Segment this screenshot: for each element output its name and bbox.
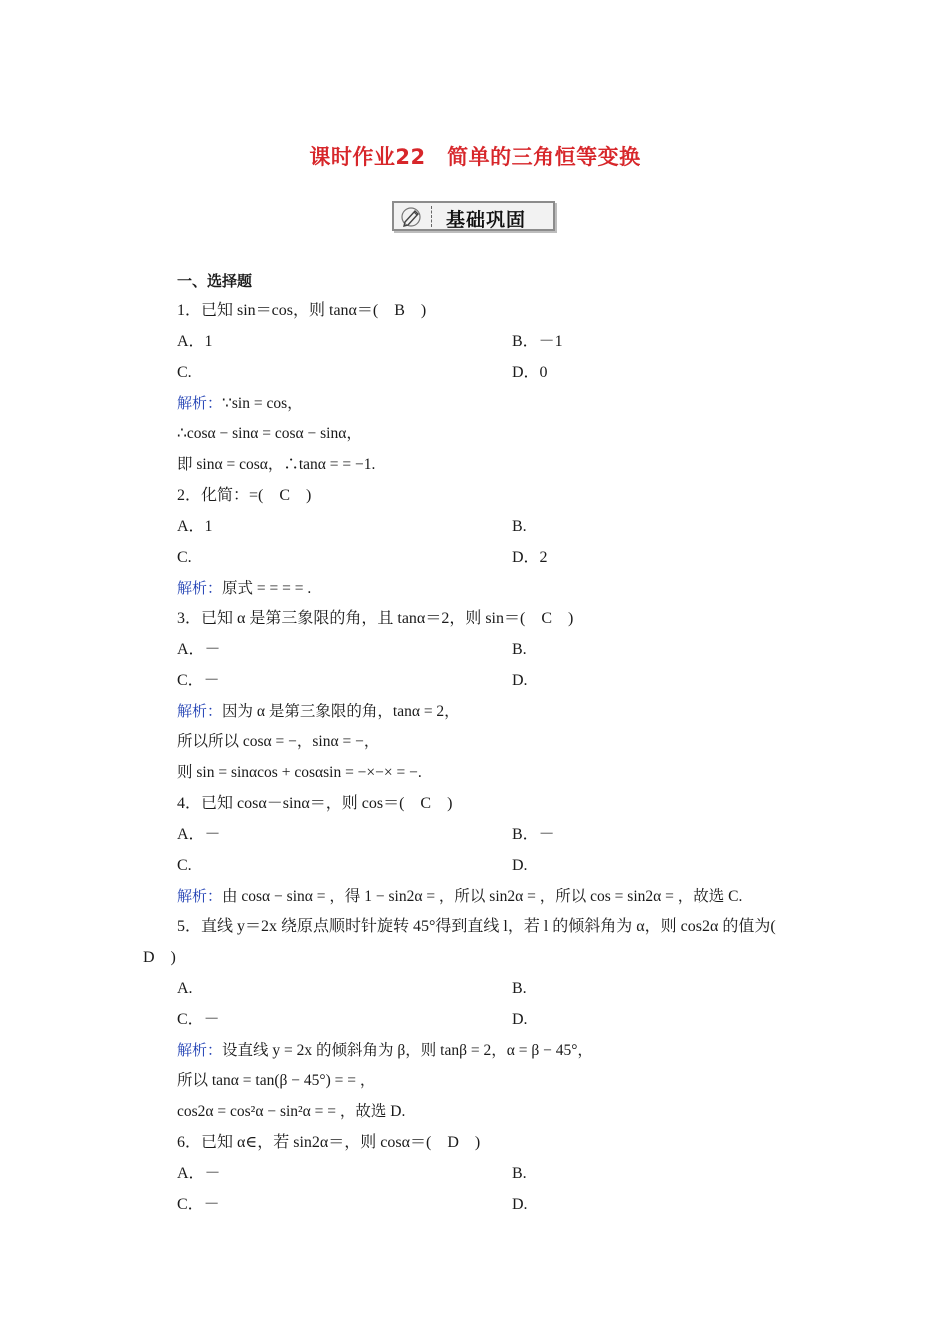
question-3: 3．已知 α 是第三象限的角，且 tanα＝2，则 sin＝( C ) bbox=[177, 610, 574, 627]
q2-option-c: C. bbox=[177, 549, 192, 566]
section-heading: 一、选择题 bbox=[177, 272, 253, 290]
solution-text: 设直线 y = 2x 的倾斜角为 β，则 tanβ = 2，α = β − 45°， bbox=[222, 1042, 593, 1059]
q5-option-a: A. bbox=[177, 980, 193, 997]
solution-label: 解析： bbox=[177, 702, 223, 720]
section-banner bbox=[392, 201, 555, 231]
solution-label: 解析： bbox=[177, 887, 223, 905]
solution-label: 解析： bbox=[177, 579, 223, 597]
q5-solution-2: 所以 tanα = tan(β − 45°) = = ， bbox=[177, 1072, 376, 1089]
q4-option-d: D. bbox=[512, 857, 528, 874]
q2-solution-1 bbox=[177, 578, 311, 599]
question-5-continued: D ) bbox=[143, 949, 176, 966]
q4-option-c: C. bbox=[177, 857, 192, 874]
q2-option-a: A．1 bbox=[177, 518, 213, 535]
q2-option-b: B. bbox=[512, 518, 527, 535]
solution-text: ∵sin = cos， bbox=[222, 395, 303, 412]
q3-solution-1 bbox=[177, 701, 460, 722]
q1-option-d: D．0 bbox=[512, 364, 548, 381]
question-4: 4．已知 cosα－sinα＝，则 cos＝( C ) bbox=[177, 795, 453, 812]
q6-option-d: D. bbox=[512, 1196, 528, 1213]
q1-option-a: A．1 bbox=[177, 333, 213, 350]
q5-solution-1 bbox=[177, 1040, 593, 1061]
q5-option-b: B. bbox=[512, 980, 527, 997]
question-2: 2．化简：=( C ) bbox=[177, 487, 312, 504]
q4-solution-1 bbox=[177, 886, 742, 907]
q4-option-a: A．－ bbox=[177, 826, 221, 843]
question-6: 6．已知 α∈，若 sin2α＝，则 cosα＝( D ) bbox=[177, 1134, 481, 1151]
solution-text: 原式 = = = = . bbox=[222, 580, 312, 597]
solution-label: 解析： bbox=[177, 394, 223, 412]
q1-solution-1 bbox=[177, 393, 303, 414]
q1-option-c: C. bbox=[177, 364, 192, 381]
q3-solution-3: 则 sin = sinαcos + cosαsin = −×−× = −. bbox=[177, 764, 422, 781]
q1-option-b: B．－1 bbox=[512, 333, 563, 350]
q6-option-c: C．－ bbox=[177, 1196, 220, 1213]
q5-option-c: C．－ bbox=[177, 1011, 220, 1028]
pencil-icon bbox=[398, 206, 428, 228]
q1-solution-2: ∴cosα − sinα = cosα − sinα， bbox=[177, 425, 362, 442]
question-5: 5．直线 y＝2x 绕原点顺时针旋转 45°得到直线 l，若 l 的倾斜角为 α，则 cos2α 的值为( bbox=[177, 918, 776, 935]
question-1: 1．已知 sin＝cos，则 tanα＝( B ) bbox=[177, 302, 427, 319]
q3-solution-2: 所以所以 cosα = −，sinα = −， bbox=[177, 733, 380, 750]
q5-option-d: D. bbox=[512, 1011, 528, 1028]
page-title: 课时作业22 简单的三角恒等变换 bbox=[309, 145, 641, 169]
q3-option-a: A．－ bbox=[177, 641, 221, 658]
q1-solution-3: 即 sinα = cosα，∴tanα = = −1. bbox=[177, 456, 376, 473]
solution-text: 由 cosα − sinα = ，得 1 − sin2α = ，所以 sin2α = ，所以 cos = sin2α = ，故选 C. bbox=[222, 888, 743, 905]
q6-option-a: A．－ bbox=[177, 1165, 221, 1182]
banner-divider bbox=[431, 206, 432, 227]
q6-option-b: B. bbox=[512, 1165, 527, 1182]
solution-text: 因为 α 是第三象限的角，tanα = 2， bbox=[222, 703, 460, 720]
q3-option-c: C．－ bbox=[177, 672, 220, 689]
q5-solution-3: cos2α = cos²α − sin²α = = ，故选 D. bbox=[177, 1103, 406, 1120]
q4-option-b: B．－ bbox=[512, 826, 555, 843]
banner-label: 基础巩固 bbox=[446, 209, 527, 231]
q3-option-b: B. bbox=[512, 641, 527, 658]
solution-label: 解析： bbox=[177, 1041, 223, 1059]
q2-option-d: D．2 bbox=[512, 549, 548, 566]
q3-option-d: D. bbox=[512, 672, 528, 689]
